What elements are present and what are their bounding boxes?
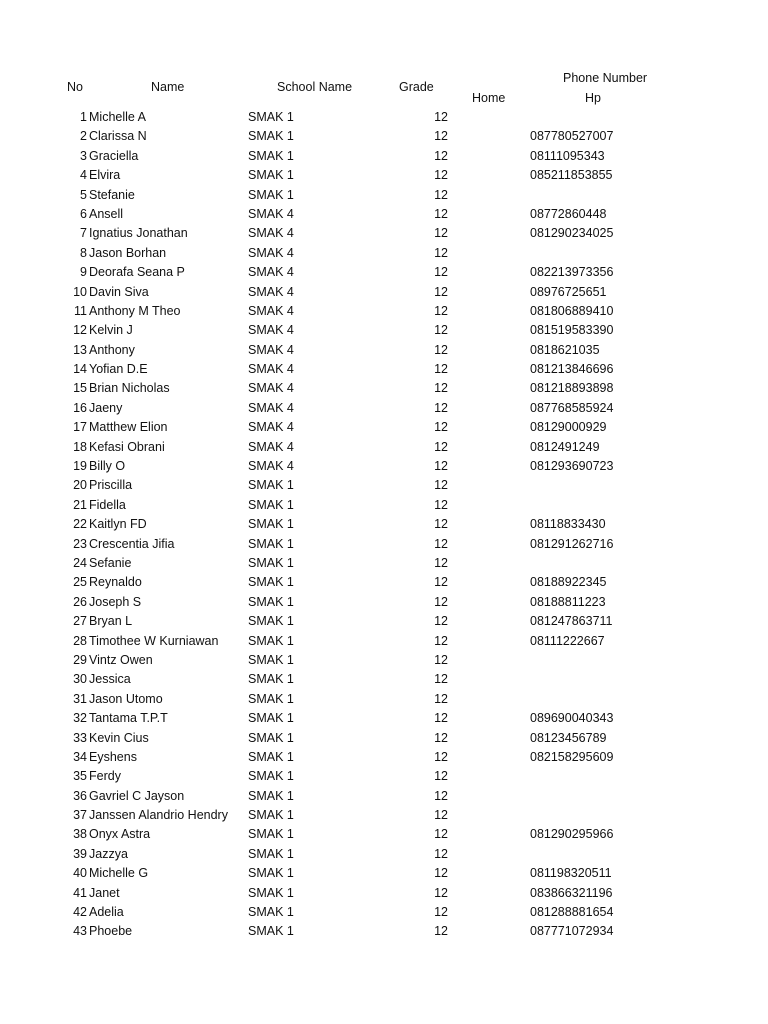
- table-row: [0, 127, 768, 146]
- cell-no: 24: [73, 555, 87, 570]
- cell-hp: 08976725651: [530, 284, 607, 299]
- cell-school-name: SMAK 1: [248, 905, 294, 920]
- table-row: [0, 263, 768, 282]
- cell-name: Sefanie: [89, 555, 132, 570]
- cell-grade: 12: [434, 827, 448, 842]
- cell-grade: 12: [434, 711, 448, 726]
- cell-school-name: SMAK 1: [248, 749, 294, 764]
- cell-school-name: SMAK 4: [248, 420, 294, 435]
- cell-no: 33: [73, 730, 87, 745]
- cell-name: Davin Siva: [89, 284, 149, 299]
- cell-no: 41: [73, 885, 87, 900]
- table-row: [0, 535, 768, 554]
- cell-school-name: SMAK 1: [248, 148, 294, 163]
- cell-no: 14: [73, 362, 87, 377]
- header-grade: Grade: [399, 80, 434, 94]
- cell-name: Michelle G: [89, 866, 149, 881]
- table-row: [0, 399, 768, 418]
- cell-school-name: SMAK 4: [248, 245, 294, 260]
- cell-school-name: SMAK 1: [248, 769, 294, 784]
- cell-grade: 12: [434, 614, 448, 629]
- cell-hp: 08118833430: [530, 517, 606, 532]
- cell-school-name: SMAK 1: [248, 478, 294, 493]
- table-row: [0, 360, 768, 379]
- cell-hp: 0812491249: [530, 439, 600, 454]
- cell-school-name: SMAK 4: [248, 459, 294, 474]
- cell-no: 22: [73, 517, 87, 532]
- cell-name: Priscilla: [89, 478, 133, 493]
- table-row: [0, 283, 768, 302]
- table-row: [0, 496, 768, 515]
- cell-no: 21: [73, 497, 87, 512]
- cell-name: Fidella: [89, 497, 126, 512]
- cell-school-name: SMAK 1: [248, 652, 294, 667]
- cell-name: Anthony: [89, 342, 135, 357]
- table-row: [0, 806, 768, 825]
- table-row: [0, 825, 768, 844]
- cell-no: 34: [73, 749, 87, 764]
- cell-name: Eyshens: [89, 749, 137, 764]
- table-row: [0, 418, 768, 437]
- cell-grade: 12: [434, 497, 448, 512]
- cell-grade: 12: [434, 555, 448, 570]
- cell-no: 6: [80, 206, 87, 221]
- cell-grade: 12: [434, 924, 448, 939]
- cell-hp: 08772860448: [530, 206, 607, 221]
- cell-school-name: SMAK 4: [248, 323, 294, 338]
- cell-hp: 082213973356: [530, 265, 614, 280]
- cell-school-name: SMAK 4: [248, 206, 294, 221]
- cell-hp: 085211853855: [530, 168, 613, 183]
- cell-school-name: SMAK 1: [248, 497, 294, 512]
- cell-name: Elvira: [89, 168, 121, 183]
- header-phone-number: Phone Number: [563, 71, 648, 85]
- header-no: No: [67, 80, 83, 94]
- cell-no: 13: [73, 342, 87, 357]
- cell-grade: 12: [434, 575, 448, 590]
- cell-no: 15: [73, 381, 87, 396]
- cell-name: Kevin Cius: [89, 730, 149, 745]
- cell-no: 39: [73, 846, 87, 861]
- cell-name: Bryan L: [89, 614, 133, 629]
- cell-name: Vintz Owen: [89, 652, 153, 667]
- cell-no: 38: [73, 827, 87, 842]
- cell-hp: 081293690723: [530, 459, 614, 474]
- cell-school-name: SMAK 4: [248, 439, 294, 454]
- table-row: [0, 438, 768, 457]
- cell-no: 43: [73, 924, 87, 939]
- table-row: [0, 457, 768, 476]
- cell-school-name: SMAK 4: [248, 226, 294, 241]
- cell-name: Jessica: [89, 672, 131, 687]
- cell-name: Graciella: [89, 148, 139, 163]
- cell-hp: 081290234025: [530, 226, 614, 241]
- table-row: [0, 593, 768, 612]
- cell-school-name: SMAK 4: [248, 303, 294, 318]
- cell-grade: 12: [434, 226, 448, 241]
- cell-name: Reynaldo: [89, 575, 142, 590]
- table-row: [0, 302, 768, 321]
- cell-name: Joseph S: [89, 594, 142, 609]
- cell-grade: 12: [434, 245, 448, 260]
- cell-grade: 12: [434, 206, 448, 221]
- cell-school-name: SMAK 1: [248, 555, 294, 570]
- cell-name: Timothee W Kurniawan: [89, 633, 219, 648]
- cell-school-name: SMAK 4: [248, 265, 294, 280]
- cell-grade: 12: [434, 129, 448, 144]
- cell-name: Ferdy: [89, 769, 121, 784]
- cell-grade: 12: [434, 420, 448, 435]
- cell-name: Janet: [89, 885, 120, 900]
- table-row: [0, 476, 768, 495]
- cell-hp: 083866321196: [530, 885, 613, 900]
- cell-no: 30: [73, 672, 87, 687]
- table-row: [0, 729, 768, 748]
- table-row: [0, 379, 768, 398]
- cell-school-name: SMAK 1: [248, 924, 294, 939]
- table-row: [0, 573, 768, 592]
- cell-no: 16: [73, 400, 87, 415]
- cell-no: 2: [80, 129, 87, 144]
- table-row: [0, 864, 768, 883]
- cell-name: Clarissa N: [89, 129, 147, 144]
- cell-no: 28: [73, 633, 87, 648]
- table-row: [0, 108, 768, 127]
- table-row: [0, 186, 768, 205]
- cell-name: Adelia: [89, 905, 124, 920]
- cell-name: Anthony M Theo: [89, 303, 181, 318]
- cell-grade: 12: [434, 633, 448, 648]
- cell-hp: 081806889410: [530, 303, 614, 318]
- cell-grade: 12: [434, 400, 448, 415]
- cell-hp: 081291262716: [530, 536, 614, 551]
- cell-school-name: SMAK 4: [248, 284, 294, 299]
- cell-grade: 12: [434, 866, 448, 881]
- cell-no: 32: [73, 711, 87, 726]
- cell-name: Janssen Alandrio Hendry: [89, 808, 228, 823]
- cell-grade: 12: [434, 439, 448, 454]
- cell-name: Jason Borhan: [89, 245, 167, 260]
- cell-name: Stefanie: [89, 187, 135, 202]
- cell-name: Michelle A: [89, 110, 146, 124]
- table-row: [0, 709, 768, 728]
- table-row: [0, 166, 768, 185]
- table-row: [0, 341, 768, 360]
- cell-hp: 081198320511: [530, 866, 612, 881]
- cell-school-name: SMAK 1: [248, 691, 294, 706]
- cell-no: 40: [73, 866, 87, 881]
- cell-no: 42: [73, 905, 87, 920]
- cell-grade: 12: [434, 536, 448, 551]
- cell-school-name: SMAK 1: [248, 711, 294, 726]
- cell-grade: 12: [434, 187, 448, 202]
- cell-hp: 081213846696: [530, 362, 614, 377]
- cell-no: 8: [80, 245, 87, 260]
- data-rows: [0, 108, 768, 942]
- cell-grade: 12: [434, 517, 448, 532]
- cell-grade: 12: [434, 148, 448, 163]
- cell-grade: 12: [434, 672, 448, 687]
- table-row: [0, 884, 768, 903]
- cell-hp: 0818621035: [530, 342, 600, 357]
- cell-name: Matthew Elion: [89, 420, 168, 435]
- table-row: [0, 632, 768, 651]
- cell-grade: 12: [434, 342, 448, 357]
- cell-school-name: SMAK 1: [248, 808, 294, 823]
- cell-hp: 081290295966: [530, 827, 614, 842]
- cell-hp: 08123456789: [530, 730, 607, 745]
- header-name: Name: [151, 80, 185, 94]
- cell-school-name: SMAK 1: [248, 536, 294, 551]
- cell-no: 29: [73, 652, 87, 667]
- cell-grade: 12: [434, 905, 448, 920]
- cell-school-name: SMAK 4: [248, 362, 294, 377]
- cell-grade: 12: [434, 284, 448, 299]
- cell-grade: 12: [434, 381, 448, 396]
- cell-hp: 081247863711: [530, 614, 613, 629]
- cell-hp: 08129000929: [530, 420, 607, 435]
- table-row: [0, 224, 768, 243]
- cell-school-name: SMAK 1: [248, 633, 294, 648]
- cell-school-name: SMAK 1: [248, 594, 294, 609]
- table-row: [0, 515, 768, 534]
- cell-school-name: SMAK 1: [248, 788, 294, 803]
- cell-grade: 12: [434, 168, 448, 183]
- cell-name: Kefasi Obrani: [89, 439, 165, 454]
- cell-hp: 08111222667: [530, 633, 605, 648]
- cell-grade: 12: [434, 749, 448, 764]
- header-school-name: School Name: [277, 80, 353, 94]
- cell-name: Tantama T.P.T: [89, 711, 168, 726]
- table-row: [0, 651, 768, 670]
- table-row: [0, 767, 768, 786]
- cell-grade: 12: [434, 808, 448, 823]
- cell-school-name: SMAK 1: [248, 846, 294, 861]
- table-row: [0, 612, 768, 631]
- cell-hp: 081519583390: [530, 323, 614, 338]
- cell-grade: 12: [434, 303, 448, 318]
- cell-no: 25: [73, 575, 87, 590]
- table-row: [0, 670, 768, 689]
- table-row: [0, 321, 768, 340]
- cell-hp: 08188811223: [530, 594, 606, 609]
- cell-grade: 12: [434, 110, 448, 124]
- cell-name: Jason Utomo: [89, 691, 163, 706]
- cell-name: Jazzya: [89, 846, 128, 861]
- cell-name: Kaitlyn FD: [89, 517, 147, 532]
- cell-name: Gavriel C Jayson: [89, 788, 185, 803]
- cell-name: Jaeny: [89, 400, 123, 415]
- cell-grade: 12: [434, 691, 448, 706]
- cell-no: 35: [73, 769, 87, 784]
- cell-school-name: SMAK 1: [248, 168, 294, 183]
- cell-school-name: SMAK 4: [248, 381, 294, 396]
- cell-school-name: SMAK 1: [248, 885, 294, 900]
- cell-no: 4: [80, 168, 87, 183]
- cell-no: 19: [73, 459, 87, 474]
- cell-no: 37: [73, 808, 87, 823]
- cell-name: Onyx Astra: [89, 827, 151, 842]
- cell-school-name: SMAK 4: [248, 342, 294, 357]
- table-row: [0, 147, 768, 166]
- cell-no: 11: [74, 303, 87, 318]
- cell-grade: 12: [434, 323, 448, 338]
- table-row: [0, 748, 768, 767]
- table-row: [0, 787, 768, 806]
- table-row: [0, 554, 768, 573]
- cell-name: Crescentia Jifia: [89, 536, 175, 551]
- cell-grade: 12: [434, 730, 448, 745]
- cell-hp: 081218893898: [530, 381, 614, 396]
- cell-school-name: SMAK 4: [248, 400, 294, 415]
- table-row: [0, 903, 768, 922]
- cell-no: 20: [73, 478, 87, 493]
- cell-no: 5: [80, 187, 87, 202]
- table-row: [0, 205, 768, 224]
- cell-name: Ignatius Jonathan: [89, 226, 188, 241]
- cell-school-name: SMAK 1: [248, 730, 294, 745]
- cell-grade: 12: [434, 652, 448, 667]
- cell-no: 17: [73, 420, 87, 435]
- cell-hp: 081288881654: [530, 905, 614, 920]
- cell-school-name: SMAK 1: [248, 110, 294, 124]
- cell-school-name: SMAK 1: [248, 866, 294, 881]
- cell-school-name: SMAK 1: [248, 187, 294, 202]
- cell-no: 23: [73, 536, 87, 551]
- cell-grade: 12: [434, 885, 448, 900]
- cell-grade: 12: [434, 594, 448, 609]
- cell-school-name: SMAK 1: [248, 672, 294, 687]
- cell-hp: 08111095343: [530, 148, 605, 163]
- cell-grade: 12: [434, 846, 448, 861]
- cell-grade: 12: [434, 459, 448, 474]
- cell-no: 31: [73, 691, 87, 706]
- cell-grade: 12: [434, 769, 448, 784]
- cell-no: 7: [80, 226, 87, 241]
- cell-hp: 087771072934: [530, 924, 614, 939]
- cell-grade: 12: [434, 478, 448, 493]
- cell-hp: 087780527007: [530, 129, 614, 144]
- cell-name: Ansell: [89, 206, 124, 221]
- cell-school-name: SMAK 1: [248, 827, 294, 842]
- cell-no: 27: [73, 614, 87, 629]
- table-row: [0, 922, 768, 941]
- cell-no: 9: [80, 265, 87, 280]
- cell-no: 36: [73, 788, 87, 803]
- cell-name: Brian Nicholas: [89, 381, 170, 396]
- cell-name: Yofian D.E: [89, 362, 148, 377]
- cell-hp: 087768585924: [530, 400, 614, 415]
- cell-school-name: SMAK 1: [248, 575, 294, 590]
- cell-no: 18: [73, 439, 87, 454]
- cell-name: Phoebe: [89, 924, 133, 939]
- cell-grade: 12: [434, 265, 448, 280]
- cell-school-name: SMAK 1: [248, 614, 294, 629]
- cell-no: 3: [80, 148, 87, 163]
- cell-name: Billy O: [89, 459, 126, 474]
- cell-hp: 082158295609: [530, 749, 614, 764]
- cell-hp: 089690040343: [530, 711, 614, 726]
- header-hp: Hp: [585, 91, 601, 105]
- table-row: [0, 690, 768, 709]
- cell-grade: 12: [434, 788, 448, 803]
- cell-no: 26: [73, 594, 87, 609]
- cell-no: 10: [73, 284, 87, 299]
- table-row: [0, 845, 768, 864]
- cell-no: 12: [73, 323, 87, 338]
- cell-hp: 08188922345: [530, 575, 607, 590]
- cell-grade: 12: [434, 362, 448, 377]
- cell-name: Deorafa Seana P: [89, 265, 185, 280]
- cell-school-name: SMAK 1: [248, 129, 294, 144]
- header-home: Home: [472, 91, 506, 105]
- cell-no: 1: [80, 110, 87, 124]
- cell-name: Kelvin J: [89, 323, 133, 338]
- cell-school-name: SMAK 1: [248, 517, 294, 532]
- table-row: [0, 244, 768, 263]
